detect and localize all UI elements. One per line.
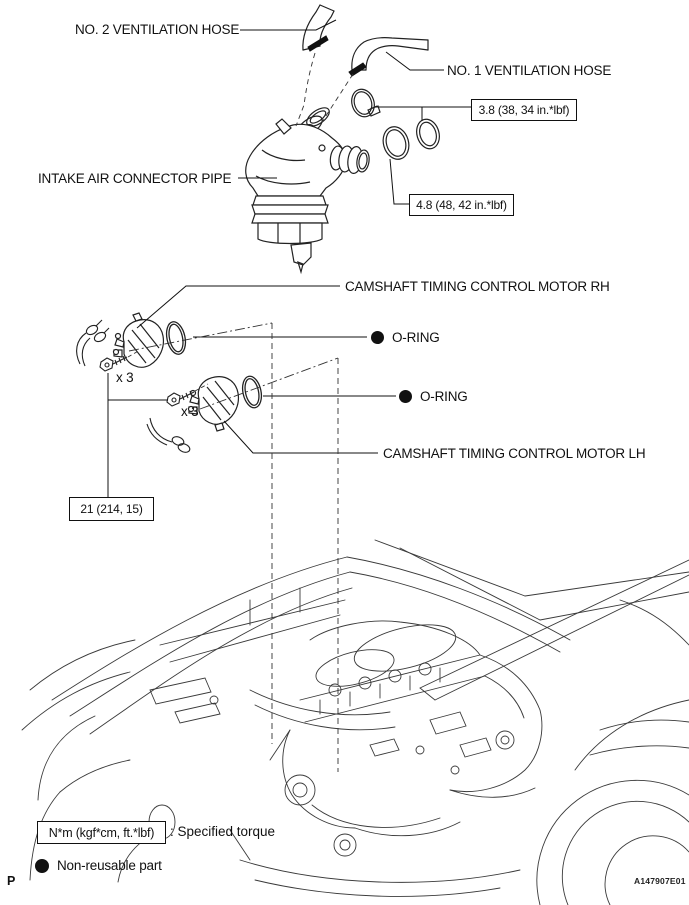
intake-pipe-drawing bbox=[246, 104, 371, 272]
figure-code: A147907E01 bbox=[634, 876, 686, 886]
legend-torque-units-box: N*m (kgf*cm, ft.*lbf) bbox=[37, 821, 166, 844]
o-ring-rh-label: O-RING bbox=[392, 330, 440, 345]
bolt-count-rh-label: x 3 bbox=[116, 370, 134, 385]
torque-spec-box-48: 4.8 (48, 42 in.*lbf) bbox=[409, 194, 514, 216]
legend-torque-units-desc: : Specified torque bbox=[170, 824, 276, 839]
callout-o-ring-lh bbox=[399, 389, 468, 404]
engine-bay-drawing bbox=[22, 540, 689, 905]
callout-camshaft-motor-rh: CAMSHAFT TIMING CONTROL MOTOR RH bbox=[345, 279, 610, 294]
torque-spec-box-21: 21 (214, 15) bbox=[69, 497, 154, 521]
torque-spec-box-38: 3.8 (38, 34 in.*lbf) bbox=[471, 99, 577, 121]
non-reusable-bullet-icon bbox=[371, 331, 384, 344]
legend-non-reusable-part bbox=[35, 858, 162, 873]
page-marker: P bbox=[7, 874, 16, 888]
non-reusable-bullet-icon bbox=[399, 390, 412, 403]
callout-camshaft-motor-lh: CAMSHAFT TIMING CONTROL MOTOR LH bbox=[383, 446, 646, 461]
callout-o-ring-rh bbox=[371, 330, 440, 345]
callout-no1-ventilation-hose: NO. 1 VENTILATION HOSE bbox=[447, 63, 612, 78]
o-ring-lh-label: O-RING bbox=[420, 389, 468, 404]
non-reusable-bullet-icon bbox=[35, 859, 49, 873]
ventilation-hose-drawings bbox=[303, 5, 428, 70]
callout-intake-air-connector-pipe: INTAKE AIR CONNECTOR PIPE bbox=[38, 171, 232, 186]
bolt-count-lh-label: x 3 bbox=[181, 404, 199, 419]
callout-no2-ventilation-hose: NO. 2 VENTILATION HOSE bbox=[75, 22, 240, 37]
leader-lines bbox=[108, 20, 472, 498]
hose-clamp-drawings bbox=[308, 36, 366, 76]
non-reusable-part-label: Non-reusable part bbox=[57, 858, 162, 873]
